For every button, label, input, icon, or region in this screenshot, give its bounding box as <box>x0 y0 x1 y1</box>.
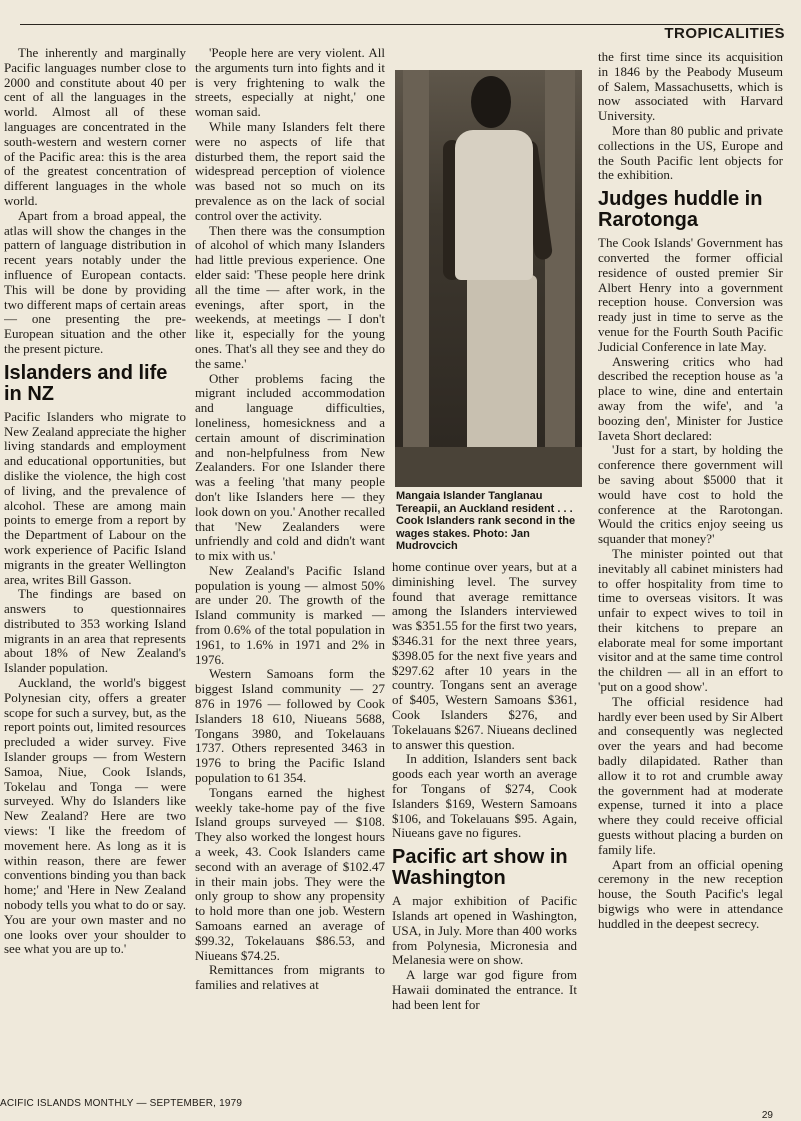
column-4 <box>598 50 783 1090</box>
paragraph: A large war god figure from Hawaii dominated the entrance. It had been lent for <box>392 967 577 1012</box>
paragraph: The findings are based on answers to questionnaires distributed to 353 working Island migrants in an area that represents about 18% of New Zealand's Islander population. <box>4 586 186 676</box>
paragraph: Apart from a broad appeal, the atlas will show the changes in the pattern of language distribution in recent years notably under the influence of European contacts. This will be done by providing two different maps of certain areas — one presenting the pre-European situation and the other the present picture. <box>4 207 186 356</box>
ground <box>395 447 582 487</box>
section-header: TROPICALITIES <box>664 25 785 42</box>
fence-post <box>403 70 429 487</box>
paragraph: home continue over years, but at a diminishing level. The survey found that average remittance among the Islanders interviewed was $351.55 for the first two years, $346.31 for the next three years, $398.05 for the next five years and $297.62 after 10 years in the country. Tongans sent an average of $405, Western Samoans $361, Cook Islanders $276, and Tokelauans $267. Niueans declined to answer this question. <box>392 560 577 752</box>
paragraph: In addition, Islanders sent back goods each year worth an average for Tongans of $274, Cook Islanders $169, Western Samoans $106, and Tokelauans $95. Again, Niueans gave no figures. <box>392 751 577 841</box>
paragraph: Other problems facing the migrant included accommodation and language difficulties, loneliness, homesickness and a certain amount of discrimination and non-helpfulness from New Zealanders. For one Islander there was a feeling 'that many people don't like Islanders here — they look down on you.' Another recalled that 'New Zealanders were unfriendly and cold and didn't want to mix with us.' <box>195 370 385 564</box>
paragraph: Pacific Islanders who migrate to New Zealand appreciate the higher living standards and employment and educational opportunities, but dislike the violence, the high cost of living, and the prevalence of alcohol. These are among main points to emerge from a report by the Department of Labour on the work experience of Pacific Island migrants in the greater Wellington area, writes Bill Gasson. <box>4 408 186 587</box>
photo-caption: Mangaia Islander Tanglanau Tereapii, an Auckland resident . . . Cook Islanders rank second in the wages stakes. Photo: Jan Mudrovcich <box>396 490 576 552</box>
paragraph: 'People here are very violent. All the arguments turn into fights and it is very frightening to walk the streets, especially at night,' one woman said. <box>195 46 385 120</box>
paragraph: While many Islanders felt there were no aspects of life that disturbed them, the report said the widespread perception of violence was based not so much on its prevalence as on the lack of social control over the activity. <box>195 118 385 223</box>
paragraph: Apart from an official opening ceremony in the new reception house, the South Pacific's legal bigwigs who were in attendance huddled in the deepest secrecy. <box>598 856 783 931</box>
person-shirt <box>455 130 533 280</box>
column-2 <box>195 46 385 1090</box>
portrait-photo <box>395 70 582 487</box>
paragraph: More than 80 public and private collections in the US, Europe and the South Pacific lent objects for the exhibition. <box>598 122 783 183</box>
paragraph: Tongans earned the highest weekly take-home pay of the five Island groups surveyed — $108. They also worked the longest hours a week, 43. Cook Islanders came second with an average of $102.47 in their main jobs. They were the only group to show any propensity to hold more than one job. Western Samoans earned an average of $99.32, Tokelauans $86.53, and Niueans $74.25. <box>195 784 385 963</box>
paragraph: Remittances from migrants to families and relatives at <box>195 962 385 993</box>
column-3 <box>392 560 577 1090</box>
paragraph: New Zealand's Pacific Island population is young — almost 50% are under 20. The growth of the Island community is marked — from 0.6% of the total population in 1961, to 1.6% in 1971 and 2% in 1976. <box>195 562 385 667</box>
column-1 <box>4 46 186 1090</box>
paragraph: A major exhibition of Pacific Islands art opened in Washington, USA, in July. More than 400 works from Polynesia, Micronesia and Melanesia were on show. <box>392 893 577 968</box>
publication-footer: ACIFIC ISLANDS MONTHLY — SEPTEMBER, 1979 <box>0 1098 243 1109</box>
paragraph: The official residence had hardly ever been used by Sir Albert and consequently was neglected over the years and had become badly dilapidated. Rather than allow it to rot and crumble away the government had at moderate expense, turned it into a place where they could receive official guests without placing a burden on family life. <box>598 693 783 857</box>
paragraph: Auckland, the world's biggest Polynesian city, offers a greater scope for such a survey, but, as the report points out, limited resources precluded a wider survey. Five Islander groups — from Western Samoa, Niue, Cook Islands, Tokelau and Tonga — were surveyed. Why do Islanders like New Zealand? Here are two views: 'I like the freedom of movement here. As long as it is within reason, there are fewer conventions binding you than back home;' and 'Here in New Zealand nobody tells you what to do or say. You are your own master and no one looks over your shoulder to see what you are up to.' <box>4 675 186 957</box>
paragraph: Answering critics who had described the reception house as 'a place to wine, dine and entertain away from the wife', and 'a boozing den', Minister for Justice Iaveta Short declared: <box>598 353 783 443</box>
paragraph: 'Just for a start, by holding the conference there government will be saving about $5000 that it would have cost to hold the conference at the Rarotongan. Would the critics enjoy seeing us squander that money?' <box>598 442 783 547</box>
paragraph: the first time since its acquisition in 1846 by the Peabody Museum of Salem, Massachusetts, which is now associated with Harvard University. <box>598 50 783 124</box>
paragraph: The inherently and marginally Pacific languages number close to 2000 and constitute about 40 per cent of all the languages in the world. Almost all of these languages are concentrated in the south-western and western corner of the Pacific area: this is the area of the greatest concentration of different languages in the whole world. <box>4 46 186 208</box>
article-headline-art-show: Pacific art show in Washington <box>392 846 568 890</box>
article-headline-islanders: Islanders and life in NZ <box>4 361 168 405</box>
person-head <box>471 76 511 128</box>
paragraph: Then there was the consumption of alcohol of which many Islanders had little previous experience. One elder said: 'These people here drink all the time — after work, in the evenings, after sport, in the weekends, at meetings — I don't like it, especially for the young ones. That's all they see and they do the same.' <box>195 222 385 371</box>
paragraph: The minister pointed out that inevitably all cabinet ministers had to offer hospitality from time to time to overseas visitors. It was unfair to expect wives to toil in their kitchens to prepare an elaborate meal for some important visitor and at the same time control the children — all in an effort to 'put on a good show'. <box>598 545 783 695</box>
article-headline-judges: Judges huddle in Rarotonga <box>598 188 763 232</box>
fence-post <box>545 70 575 487</box>
page-number: 29 <box>761 1110 773 1121</box>
paragraph: The Cook Islands' Government has converted the former official residence of ousted premier Sir Albert Henry into a government reception house. Conversion was ready just in time to serve as the venue for the Fourth South Pacific Judicial Conference in late May. <box>598 235 783 354</box>
paragraph: Western Samoans form the biggest Island community — 27 876 in 1976 — followed by Cook Islanders 18 610, Niueans 5688, Tongans 3980, and Tokelauans 1737. Others represented 3463 in 1976 to bring the Pacific Island population to 61 354. <box>195 666 385 786</box>
